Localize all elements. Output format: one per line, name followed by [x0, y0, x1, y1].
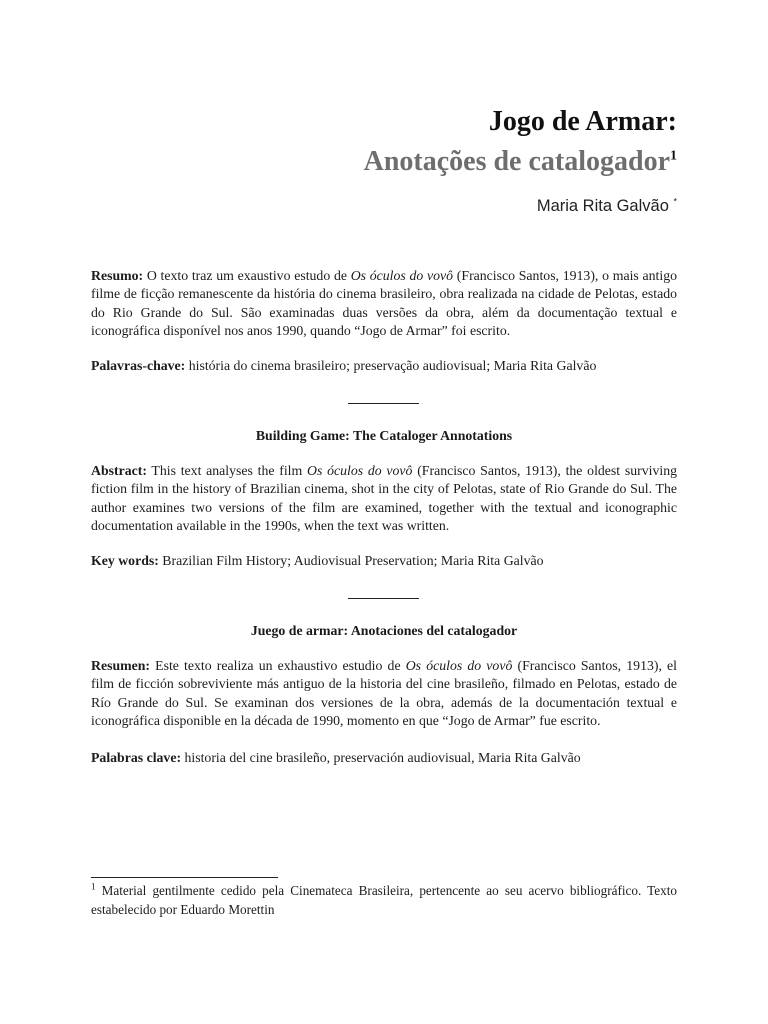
- palavras-chave-text: história do cinema brasileiro; preservação audiovisual; Maria Rita Galvão: [185, 358, 597, 373]
- section-divider: [348, 598, 419, 599]
- resumen-label: Resumen:: [91, 658, 151, 673]
- author-text: Maria Rita Galvão: [536, 197, 669, 215]
- footnote-text: Material gentilmente cedido pela Cinemateca Brasileira, pertencente ao seu acervo bibliográfico. Texto estabelecido por Eduardo Morettin: [91, 883, 677, 917]
- abstract-paragraph: [91, 462, 677, 536]
- film-title: Os óculos do vovô: [307, 463, 413, 478]
- article-page: [91, 0, 677, 1024]
- spanish-heading: Juego de armar: Anotaciones del catalogador: [250, 623, 518, 638]
- resumen-text-end: (Francisco Santos, 1913), el film de ficción sobreviviente más antiguo de la historia del cine brasileño, filmado en Pelotas, estado de Río Grande do Sul. Se examinan dos versiones de la obra, además de la documentación textual e iconográfica disponible en la década de 1990, momento en que “Jogo de Armar” fue escrito.: [91, 658, 678, 729]
- keywords-text: Brazilian Film History; Audiovisual Preservation; Maria Rita Galvão: [158, 553, 544, 568]
- palabras-clave-label: Palabras clave:: [91, 750, 182, 765]
- subtitle-text: Anotações de catalogador: [363, 146, 670, 177]
- abstract-label: Abstract:: [91, 463, 147, 478]
- resumo-text-end: (Francisco Santos, 1913), o mais antigo filme de ficção remanescente da história do cinema brasileiro, obra realizada na cidade de Pelotas, estado do Rio Grande do Sul. São examinadas duas versões da obra, além da documentação textual e iconográfica disponível nos anos 1990, quando “Jogo de Armar” foi escrito.: [91, 268, 677, 339]
- abstract-text-end: (Francisco Santos, 1913), the oldest surviving fiction film in the history of Brazilian cinema, shot in the city of Pelotas, state of Rio Grande do Sul. The author examines two versions of the film are examined, together with the textual and iconographic documentation available in the 1990s, when the text was written.: [91, 463, 677, 534]
- resumen-text-start: Este texto realiza un exhaustivo estudio de: [150, 658, 406, 673]
- film-title: Os óculos do vovô: [405, 658, 513, 673]
- abstract-text-start: This text analyses the film: [146, 463, 307, 478]
- footnote-ref-1[interactable]: 1: [670, 148, 677, 164]
- author-name: [537, 195, 677, 217]
- resumo-text-start: O texto traz um exaustivo estudo de: [143, 268, 351, 283]
- film-title: Os óculos do vovô: [350, 268, 454, 283]
- footnote: [91, 881, 677, 919]
- palavras-chave-paragraph: [91, 357, 677, 375]
- footnote-separator: [91, 877, 278, 878]
- keywords-label: Key words:: [91, 553, 159, 568]
- palabras-clave-text: historia del cine brasileño, preservación audiovisual, Maria Rita Galvão: [181, 750, 581, 765]
- keywords-paragraph: [91, 552, 677, 570]
- article-title: Jogo de Armar:: [488, 106, 677, 137]
- palavras-chave-label: Palavras-chave:: [91, 358, 186, 373]
- author-note-ref[interactable]: *: [673, 196, 677, 207]
- footnote-marker: 1: [91, 881, 96, 892]
- resumo-paragraph: [91, 267, 677, 341]
- palabras-clave-paragraph: [91, 749, 677, 767]
- section-divider: [348, 403, 419, 404]
- article-subtitle: [364, 144, 677, 180]
- resumo-label: Resumo:: [91, 268, 144, 283]
- english-heading: Building Game: The Cataloger Annotations: [255, 428, 513, 443]
- resumen-paragraph: [91, 657, 677, 731]
